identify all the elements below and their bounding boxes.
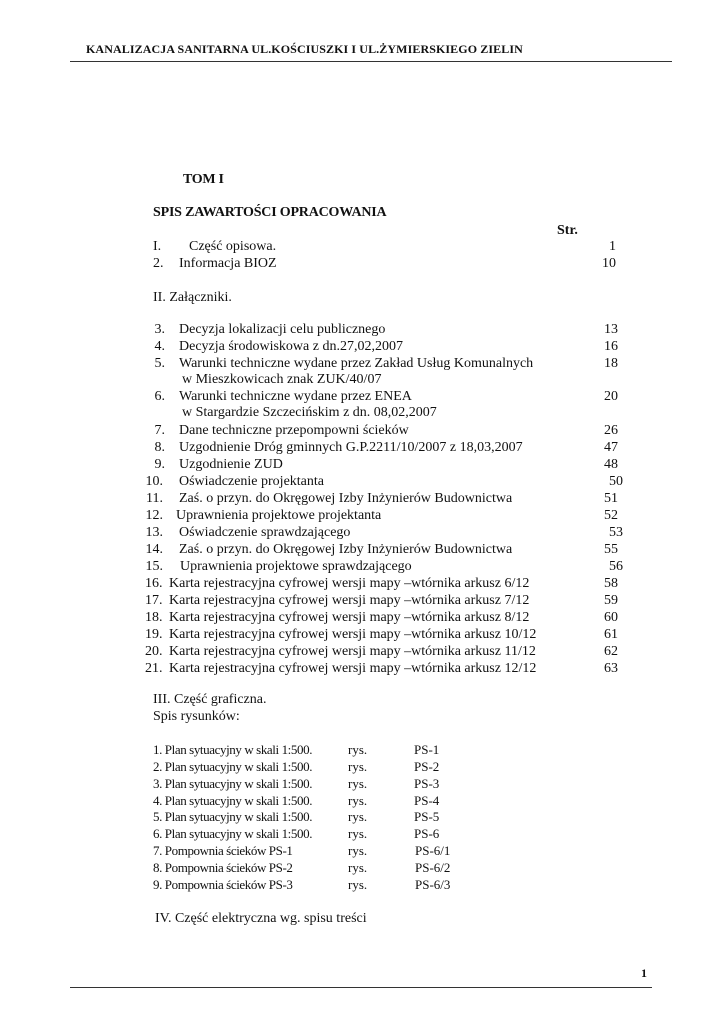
drawing-entry-text: 7. Pompownia ścieków PS-1 [153,843,293,858]
toc-entry-page: 48 [604,457,618,472]
page-column-label: Str. [557,223,578,238]
toc-entry-number: 11. [146,491,163,506]
footer-rule [70,987,652,988]
toc-entry-text: Karta rejestracyjna cyfrowej wersji mapy –wtórnika arkusz 10/12 [169,627,537,642]
page-number: 1 [641,966,647,980]
drawing-entry-rys: rys. [348,843,368,858]
toc-entry-page: 20 [604,389,618,404]
drawing-entry-code: PS-4 [414,793,440,808]
toc-entry-number: I. [153,239,162,254]
running-header: KANALIZACJA SANITARNA UL.KOŚCIUSZKI I UL.ŻYMIERSKIEGO ZIELIN [86,42,523,56]
toc-entry-text: Oświadczenie sprawdzającego [179,525,351,540]
drawing-entry-rys: rys. [348,860,368,875]
toc-entry-page: 62 [604,644,618,659]
drawing-entry-rys: rys. [348,877,368,892]
toc-entry-page: 56 [609,559,623,574]
toc-entry-text: Karta rejestracyjna cyfrowej wersji mapy –wtórnika arkusz 6/12 [169,576,530,591]
drawing-entry-code: PS-6/2 [415,860,451,875]
toc-entry-text: Dane techniczne przepompowni ścieków [179,423,409,438]
toc-entry-page: 61 [604,627,618,642]
toc-entry-number: 9. [154,457,165,472]
drawing-entry-code: PS-6 [414,826,440,841]
toc-entry-page: 47 [604,440,618,455]
toc-entry-text: Decyzja lokalizacji celu publicznego [179,322,386,337]
drawing-entry-code: PS-6/1 [415,843,451,858]
toc-entry-number: 12. [145,508,163,523]
drawing-entry-code: PS-1 [414,742,440,757]
drawing-entry-code: PS-3 [414,776,440,791]
drawing-entry-text: 8. Pompownia ścieków PS-2 [153,860,293,875]
drawing-entry-text: 5. Plan sytuacyjny w skali 1:500. [153,809,313,824]
toc-entry-text: Uprawnienia projektowe projektanta [176,508,382,523]
volume-label: TOM I [183,172,224,187]
toc-entry-number: 2. [153,256,164,271]
section-heading-attachments: II. Załączniki. [153,290,232,305]
drawing-entry-code: PS-5 [414,809,440,824]
toc-title: SPIS ZAWARTOŚCI OPRACOWANIA [153,205,387,220]
drawing-entry-text: 4. Plan sytuacyjny w skali 1:500. [153,793,313,808]
drawing-entry-text: 9. Pompownia ścieków PS-3 [153,877,293,892]
toc-entry-text: Warunki techniczne wydane przez ENEA [179,389,412,404]
toc-entry-text: Karta rejestracyjna cyfrowej wersji mapy –wtórnika arkusz 8/12 [169,610,530,625]
drawing-entry-rys: rys. [348,809,368,824]
drawing-entry-code: PS-2 [414,759,440,774]
toc-entry-text: Zaś. o przyn. do Okręgowej Izby Inżynierów Budownictwa [179,491,513,506]
drawing-entry-rys: rys. [348,793,368,808]
drawing-entry-text: 1. Plan sytuacyjny w skali 1:500. [153,742,313,757]
section-heading-electrical: IV. Część elektryczna wg. spisu treści [155,911,367,926]
toc-entry-text: Uzgodnienie ZUD [179,457,283,472]
toc-entry-text: Zaś. o przyn. do Okręgowej Izby Inżynierów Budownictwa [179,542,513,557]
toc-entry-page: 63 [604,661,618,676]
toc-entry-number: 8. [154,440,165,455]
toc-entry-number: 7. [154,423,165,438]
drawing-entry-text: 3. Plan sytuacyjny w skali 1:500. [153,776,313,791]
toc-entry-page: 60 [604,610,618,625]
toc-entry-text: Decyzja środowiskowa z dn.27,02,2007 [179,339,403,354]
drawing-entry-text: 6. Plan sytuacyjny w skali 1:500. [153,826,313,841]
toc-entry-text: Uprawnienia projektowe sprawdzającego [180,559,412,574]
toc-entry-number: 5. [154,356,165,371]
toc-entry-number: 19. [145,627,163,642]
header-rule [70,61,672,62]
toc-entry-number: 6. [154,389,165,404]
toc-entry-page: 51 [604,491,618,506]
toc-entry-page: 58 [604,576,618,591]
toc-entry-text-cont: w Stargardzie Szczecińskim z dn. 08,02,2007 [182,405,437,420]
toc-entry-page: 55 [604,542,618,557]
toc-entry-text: Karta rejestracyjna cyfrowej wersji mapy –wtórnika arkusz 7/12 [169,593,530,608]
drawing-entry-code: PS-6/3 [415,877,451,892]
toc-entry-number: 20. [145,644,163,659]
toc-entry-page: 53 [609,525,623,540]
toc-entry-text: Oświadczenie projektanta [179,474,324,489]
toc-entry-page: 1 [609,239,616,254]
toc-entry-page: 10 [602,256,616,271]
toc-entry-page: 18 [604,356,618,371]
toc-entry-text-cont: w Mieszkowicach znak ZUK/40/07 [182,372,382,387]
toc-entry-page: 16 [604,339,618,354]
toc-entry-page: 13 [604,322,618,337]
toc-entry-number: 18. [145,610,163,625]
toc-entry-text: Część opisowa. [189,239,277,254]
drawing-entry-text: 2. Plan sytuacyjny w skali 1:500. [153,759,313,774]
drawings-list-heading: Spis rysunków: [153,709,240,724]
drawing-entry-rys: rys. [348,826,368,841]
section-heading-graphics: III. Część graficzna. [153,692,267,707]
toc-entry-text: Karta rejestracyjna cyfrowej wersji mapy –wtórnika arkusz 12/12 [169,661,537,676]
toc-entry-number: 3. [154,322,165,337]
toc-entry-page: 59 [604,593,618,608]
toc-entry-number: 14. [145,542,163,557]
drawing-entry-rys: rys. [348,759,368,774]
toc-entry-number: 17. [145,593,163,608]
toc-entry-text: Uzgodnienie Dróg gminnych G.P.2211/10/2007 z 18,03,2007 [179,440,523,455]
toc-entry-page: 52 [604,508,618,523]
toc-entry-number: 4. [154,339,165,354]
drawing-entry-rys: rys. [348,776,368,791]
toc-entry-page: 26 [604,423,618,438]
toc-entry-number: 16. [145,576,163,591]
toc-entry-number: 13. [145,525,163,540]
toc-entry-number: 15. [145,559,163,574]
drawing-entry-rys: rys. [348,742,368,757]
toc-entry-text: Karta rejestracyjna cyfrowej wersji mapy –wtórnika arkusz 11/12 [169,644,536,659]
toc-entry-page: 50 [609,474,623,489]
toc-entry-text: Informacja BIOZ [179,256,277,271]
toc-entry-text: Warunki techniczne wydane przez Zakład Usług Komunalnych [179,356,534,371]
toc-entry-number: 10. [145,474,163,489]
toc-entry-number: 21. [145,661,163,676]
